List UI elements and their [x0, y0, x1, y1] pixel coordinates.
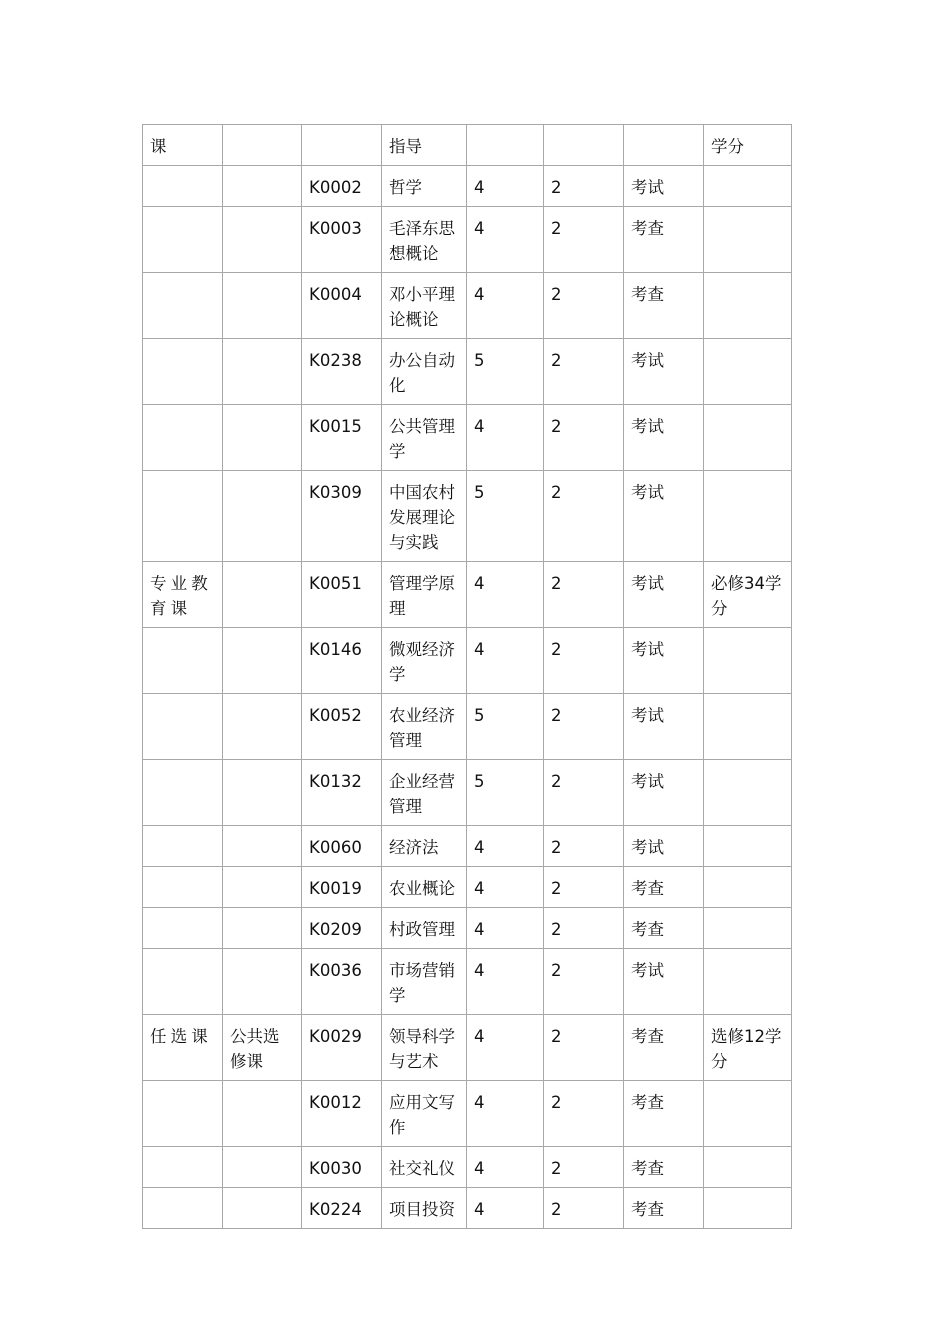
cell-category: [143, 908, 223, 949]
cell-code: K0146: [302, 628, 382, 694]
cell-exam: 考试: [624, 694, 704, 760]
cell-note: [704, 273, 792, 339]
cell-note: [704, 166, 792, 207]
cell-hours: 5: [467, 339, 544, 405]
cell-subcategory: [223, 628, 302, 694]
cell-note: [704, 1147, 792, 1188]
cell-code: K0224: [302, 1188, 382, 1229]
cell-category: [143, 628, 223, 694]
cell-code: K0209: [302, 908, 382, 949]
cell-credits: 2: [544, 562, 624, 628]
cell-name: 公共管理学: [382, 405, 467, 471]
cell-note: [704, 949, 792, 1015]
cell-name: 指导: [382, 125, 467, 166]
table-row: [143, 562, 792, 628]
cell-code: K0029: [302, 1015, 382, 1081]
cell-hours: 4: [467, 1081, 544, 1147]
cell-name: 社交礼仪: [382, 1147, 467, 1188]
cell-subcategory: [223, 760, 302, 826]
cell-note: [704, 694, 792, 760]
cell-subcategory: [223, 207, 302, 273]
cell-hours: 4: [467, 908, 544, 949]
cell-note: [704, 628, 792, 694]
table-row: [143, 1081, 792, 1147]
table-body: [143, 125, 792, 1229]
cell-subcategory: [223, 867, 302, 908]
cell-exam: 考试: [624, 826, 704, 867]
cell-subcategory: [223, 694, 302, 760]
cell-name: 哲学: [382, 166, 467, 207]
cell-exam: 考试: [624, 405, 704, 471]
cell-category: [143, 949, 223, 1015]
table-row: [143, 1015, 792, 1081]
cell-subcategory: [223, 1081, 302, 1147]
cell-exam: 考查: [624, 273, 704, 339]
cell-note: 必修34学分: [704, 562, 792, 628]
cell-hours: 5: [467, 694, 544, 760]
cell-credits: 2: [544, 1081, 624, 1147]
cell-credits: 2: [544, 949, 624, 1015]
cell-code: K0052: [302, 694, 382, 760]
cell-name: 毛泽东思想概论: [382, 207, 467, 273]
table-row: [143, 628, 792, 694]
table-row: [143, 339, 792, 405]
cell-credits: [544, 125, 624, 166]
cell-subcategory: [223, 562, 302, 628]
cell-code: [302, 125, 382, 166]
cell-exam: 考查: [624, 867, 704, 908]
cell-hours: 5: [467, 760, 544, 826]
cell-name: 中国农村发展理论与实践: [382, 471, 467, 562]
cell-subcategory: [223, 1188, 302, 1229]
cell-note: [704, 908, 792, 949]
cell-note: [704, 1188, 792, 1229]
table-row: [143, 471, 792, 562]
cell-subcategory: [223, 1147, 302, 1188]
cell-hours: 4: [467, 1015, 544, 1081]
cell-name: 领导科学与艺术: [382, 1015, 467, 1081]
table-row: [143, 125, 792, 166]
cell-name: 企业经营管理: [382, 760, 467, 826]
cell-subcategory: [223, 826, 302, 867]
cell-code: K0030: [302, 1147, 382, 1188]
cell-hours: [467, 125, 544, 166]
cell-name: 管理学原理: [382, 562, 467, 628]
cell-code: K0132: [302, 760, 382, 826]
cell-name: 微观经济学: [382, 628, 467, 694]
cell-credits: 2: [544, 867, 624, 908]
cell-name: 办公自动化: [382, 339, 467, 405]
cell-category: [143, 273, 223, 339]
cell-note: [704, 405, 792, 471]
cell-subcategory: [223, 908, 302, 949]
cell-note: 学分: [704, 125, 792, 166]
cell-exam: 考试: [624, 166, 704, 207]
cell-subcategory: 公共选修课: [223, 1015, 302, 1081]
cell-code: K0002: [302, 166, 382, 207]
cell-exam: 考试: [624, 628, 704, 694]
cell-note: [704, 826, 792, 867]
cell-category: [143, 207, 223, 273]
cell-code: K0051: [302, 562, 382, 628]
cell-note: [704, 339, 792, 405]
cell-name: 项目投资: [382, 1188, 467, 1229]
cell-hours: 4: [467, 628, 544, 694]
cell-subcategory: [223, 471, 302, 562]
table-row: [143, 207, 792, 273]
cell-category: [143, 1081, 223, 1147]
cell-hours: 4: [467, 1188, 544, 1229]
course-table: [142, 124, 792, 1229]
cell-code: K0309: [302, 471, 382, 562]
cell-exam: 考查: [624, 207, 704, 273]
cell-code: K0004: [302, 273, 382, 339]
cell-category: [143, 405, 223, 471]
cell-credits: 2: [544, 207, 624, 273]
cell-category: [143, 694, 223, 760]
cell-hours: 5: [467, 471, 544, 562]
cell-code: K0238: [302, 339, 382, 405]
cell-credits: 2: [544, 339, 624, 405]
cell-credits: 2: [544, 760, 624, 826]
cell-name: 经济法: [382, 826, 467, 867]
cell-category: [143, 1147, 223, 1188]
cell-category: [143, 471, 223, 562]
cell-exam: [624, 125, 704, 166]
cell-code: K0036: [302, 949, 382, 1015]
cell-credits: 2: [544, 826, 624, 867]
cell-exam: 考查: [624, 1015, 704, 1081]
cell-credits: 2: [544, 166, 624, 207]
cell-hours: 4: [467, 405, 544, 471]
table-row: [143, 826, 792, 867]
cell-credits: 2: [544, 405, 624, 471]
table-row: [143, 949, 792, 1015]
cell-name: 市场营销学: [382, 949, 467, 1015]
cell-note: [704, 471, 792, 562]
cell-code: K0015: [302, 405, 382, 471]
cell-hours: 4: [467, 207, 544, 273]
cell-subcategory: [223, 273, 302, 339]
cell-credits: 2: [544, 1147, 624, 1188]
cell-exam: 考试: [624, 471, 704, 562]
table-row: [143, 273, 792, 339]
cell-credits: 2: [544, 1015, 624, 1081]
table-row: [143, 908, 792, 949]
cell-code: K0060: [302, 826, 382, 867]
cell-category: [143, 826, 223, 867]
cell-hours: 4: [467, 273, 544, 339]
cell-name: 农业经济管理: [382, 694, 467, 760]
cell-category: 课: [143, 125, 223, 166]
cell-hours: 4: [467, 826, 544, 867]
cell-exam: 考查: [624, 1147, 704, 1188]
cell-category: [143, 1188, 223, 1229]
cell-note: [704, 760, 792, 826]
cell-hours: 4: [467, 562, 544, 628]
cell-code: K0003: [302, 207, 382, 273]
cell-hours: 4: [467, 1147, 544, 1188]
cell-subcategory: [223, 125, 302, 166]
cell-credits: 2: [544, 1188, 624, 1229]
cell-credits: 2: [544, 628, 624, 694]
cell-code: K0019: [302, 867, 382, 908]
cell-category: 专业教育课: [143, 562, 223, 628]
cell-category: [143, 166, 223, 207]
cell-exam: 考试: [624, 562, 704, 628]
cell-hours: 4: [467, 949, 544, 1015]
cell-credits: 2: [544, 273, 624, 339]
cell-exam: 考查: [624, 1081, 704, 1147]
cell-exam: 考试: [624, 949, 704, 1015]
cell-credits: 2: [544, 694, 624, 760]
cell-category: [143, 867, 223, 908]
cell-credits: 2: [544, 908, 624, 949]
cell-subcategory: [223, 166, 302, 207]
cell-note: [704, 1081, 792, 1147]
cell-code: K0012: [302, 1081, 382, 1147]
table-row: [143, 405, 792, 471]
cell-name: 邓小平理论概论: [382, 273, 467, 339]
cell-subcategory: [223, 949, 302, 1015]
cell-name: 农业概论: [382, 867, 467, 908]
table-row: [143, 166, 792, 207]
cell-name: 应用文写作: [382, 1081, 467, 1147]
table-row: [143, 760, 792, 826]
cell-category: [143, 760, 223, 826]
cell-note: [704, 207, 792, 273]
cell-hours: 4: [467, 867, 544, 908]
cell-subcategory: [223, 339, 302, 405]
cell-subcategory: [223, 405, 302, 471]
table-row: [143, 1147, 792, 1188]
cell-hours: 4: [467, 166, 544, 207]
cell-category: [143, 339, 223, 405]
cell-credits: 2: [544, 471, 624, 562]
cell-exam: 考查: [624, 908, 704, 949]
cell-exam: 考试: [624, 760, 704, 826]
cell-name: 村政管理: [382, 908, 467, 949]
cell-exam: 考查: [624, 1188, 704, 1229]
table-row: [143, 1188, 792, 1229]
cell-note: 选修12学分: [704, 1015, 792, 1081]
table-row: [143, 694, 792, 760]
cell-note: [704, 867, 792, 908]
table-row: [143, 867, 792, 908]
cell-exam: 考试: [624, 339, 704, 405]
cell-category: 任选课: [143, 1015, 223, 1081]
